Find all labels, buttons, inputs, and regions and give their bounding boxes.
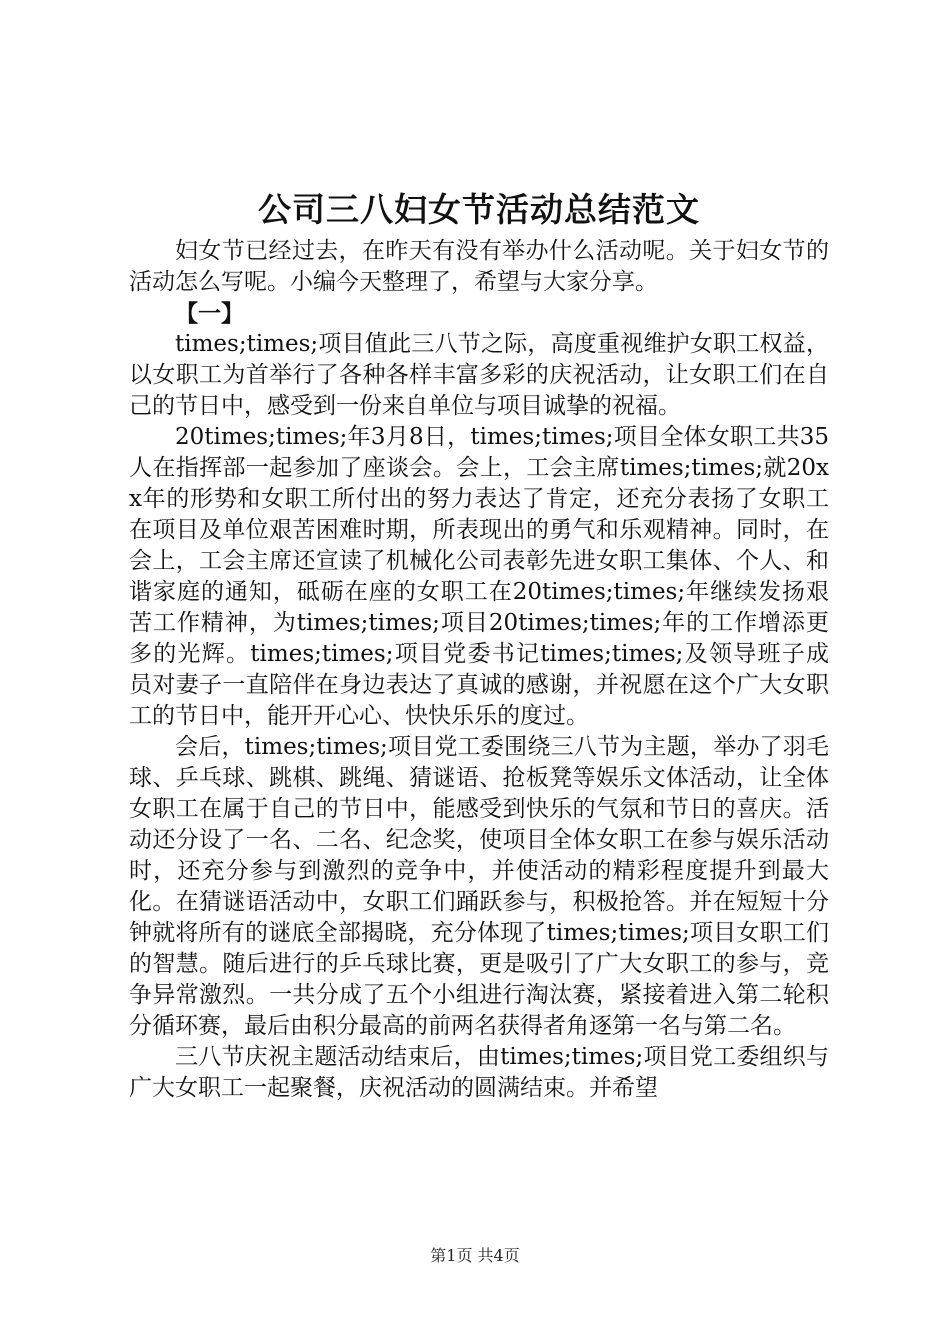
page-content — [129, 184, 829, 1104]
body-paragraph-3: 会后，times;times;项目党工委围绕三八节为主题，举办了羽毛球、乒乓球、跳棋、跳绳、猜谜语、抢板凳等娱乐文体活动，让全体女职工在属于自己的节日中，能感受到快乐的气氛和节日的喜庆。活动还分设了一名、二名、纪念奖，使项目全体女职工在参与娱乐活动时，还充分参与到激烈的竞争中，并使活动的精彩程度提升到最大化。在猜谜语活动中，女职工们踊跃参与，积极抢答。并在短短十分钟就将所有的谜底全部揭晓，充分体现了times;times;项目女职工们的智慧。随后进行的乒乓球比赛，更是吸引了广大女职工的参与，竞争异常激烈。一共分成了五个小组进行淘汰赛，紧接着进入第二轮积分循环赛，最后由积分最高的前两名获得者角逐第一名与第二名。 — [129, 734, 829, 1039]
intro-paragraph: 妇女节已经过去，在昨天有没有举办什么活动呢。关于妇女节的活动怎么写呢。小编今天整理了，希望与大家分享。 — [129, 238, 829, 295]
body-paragraph-2: 20times;times;年3月8日，times;times;项目全体女职工共35人在指挥部一起参加了座谈会。会上，工会主席times;times;就20xx年的形势和女职工所付出的努力表达了肯定，还充分表扬了女职工在项目及单位艰苦困难时期，所表现出的勇气和乐观精神。同时，在会上，工会主席还宣读了机械化公司表彰先进女职工集体、个人、和谐家庭的通知，砥砺在座的女职工在20times;times;年继续发扬艰苦工作精神，为times;times;项目20times;times;年的工作增添更多的光辉。times;times;项目党委书记times;times;及领导班子成员对妻子一直陪伴在身边表达了真诚的感谢，并祝愿在这个广大女职工的节日中，能开开心心、快快乐乐的度过。 — [129, 424, 829, 729]
page-footer: 第1页 共4页 — [430, 1246, 520, 1265]
document-title: 公司三八妇女节活动总结范文 — [258, 190, 700, 229]
body-paragraph-1: times;times;项目值此三八节之际，高度重视维护女职工权益，以女职工为首举行了各种各样丰富多彩的庆祝活动，让女职工们在自己的节日中，感受到一份来自单位与项目诚挚的祝福。 — [129, 331, 829, 419]
body-paragraph-4: 三八节庆祝主题活动结束后，由times;times;项目党工委组织与广大女职工一起聚餐，庆祝活动的圆满结束。并希望 — [129, 1044, 829, 1101]
section-heading: 【一】 — [175, 300, 244, 327]
